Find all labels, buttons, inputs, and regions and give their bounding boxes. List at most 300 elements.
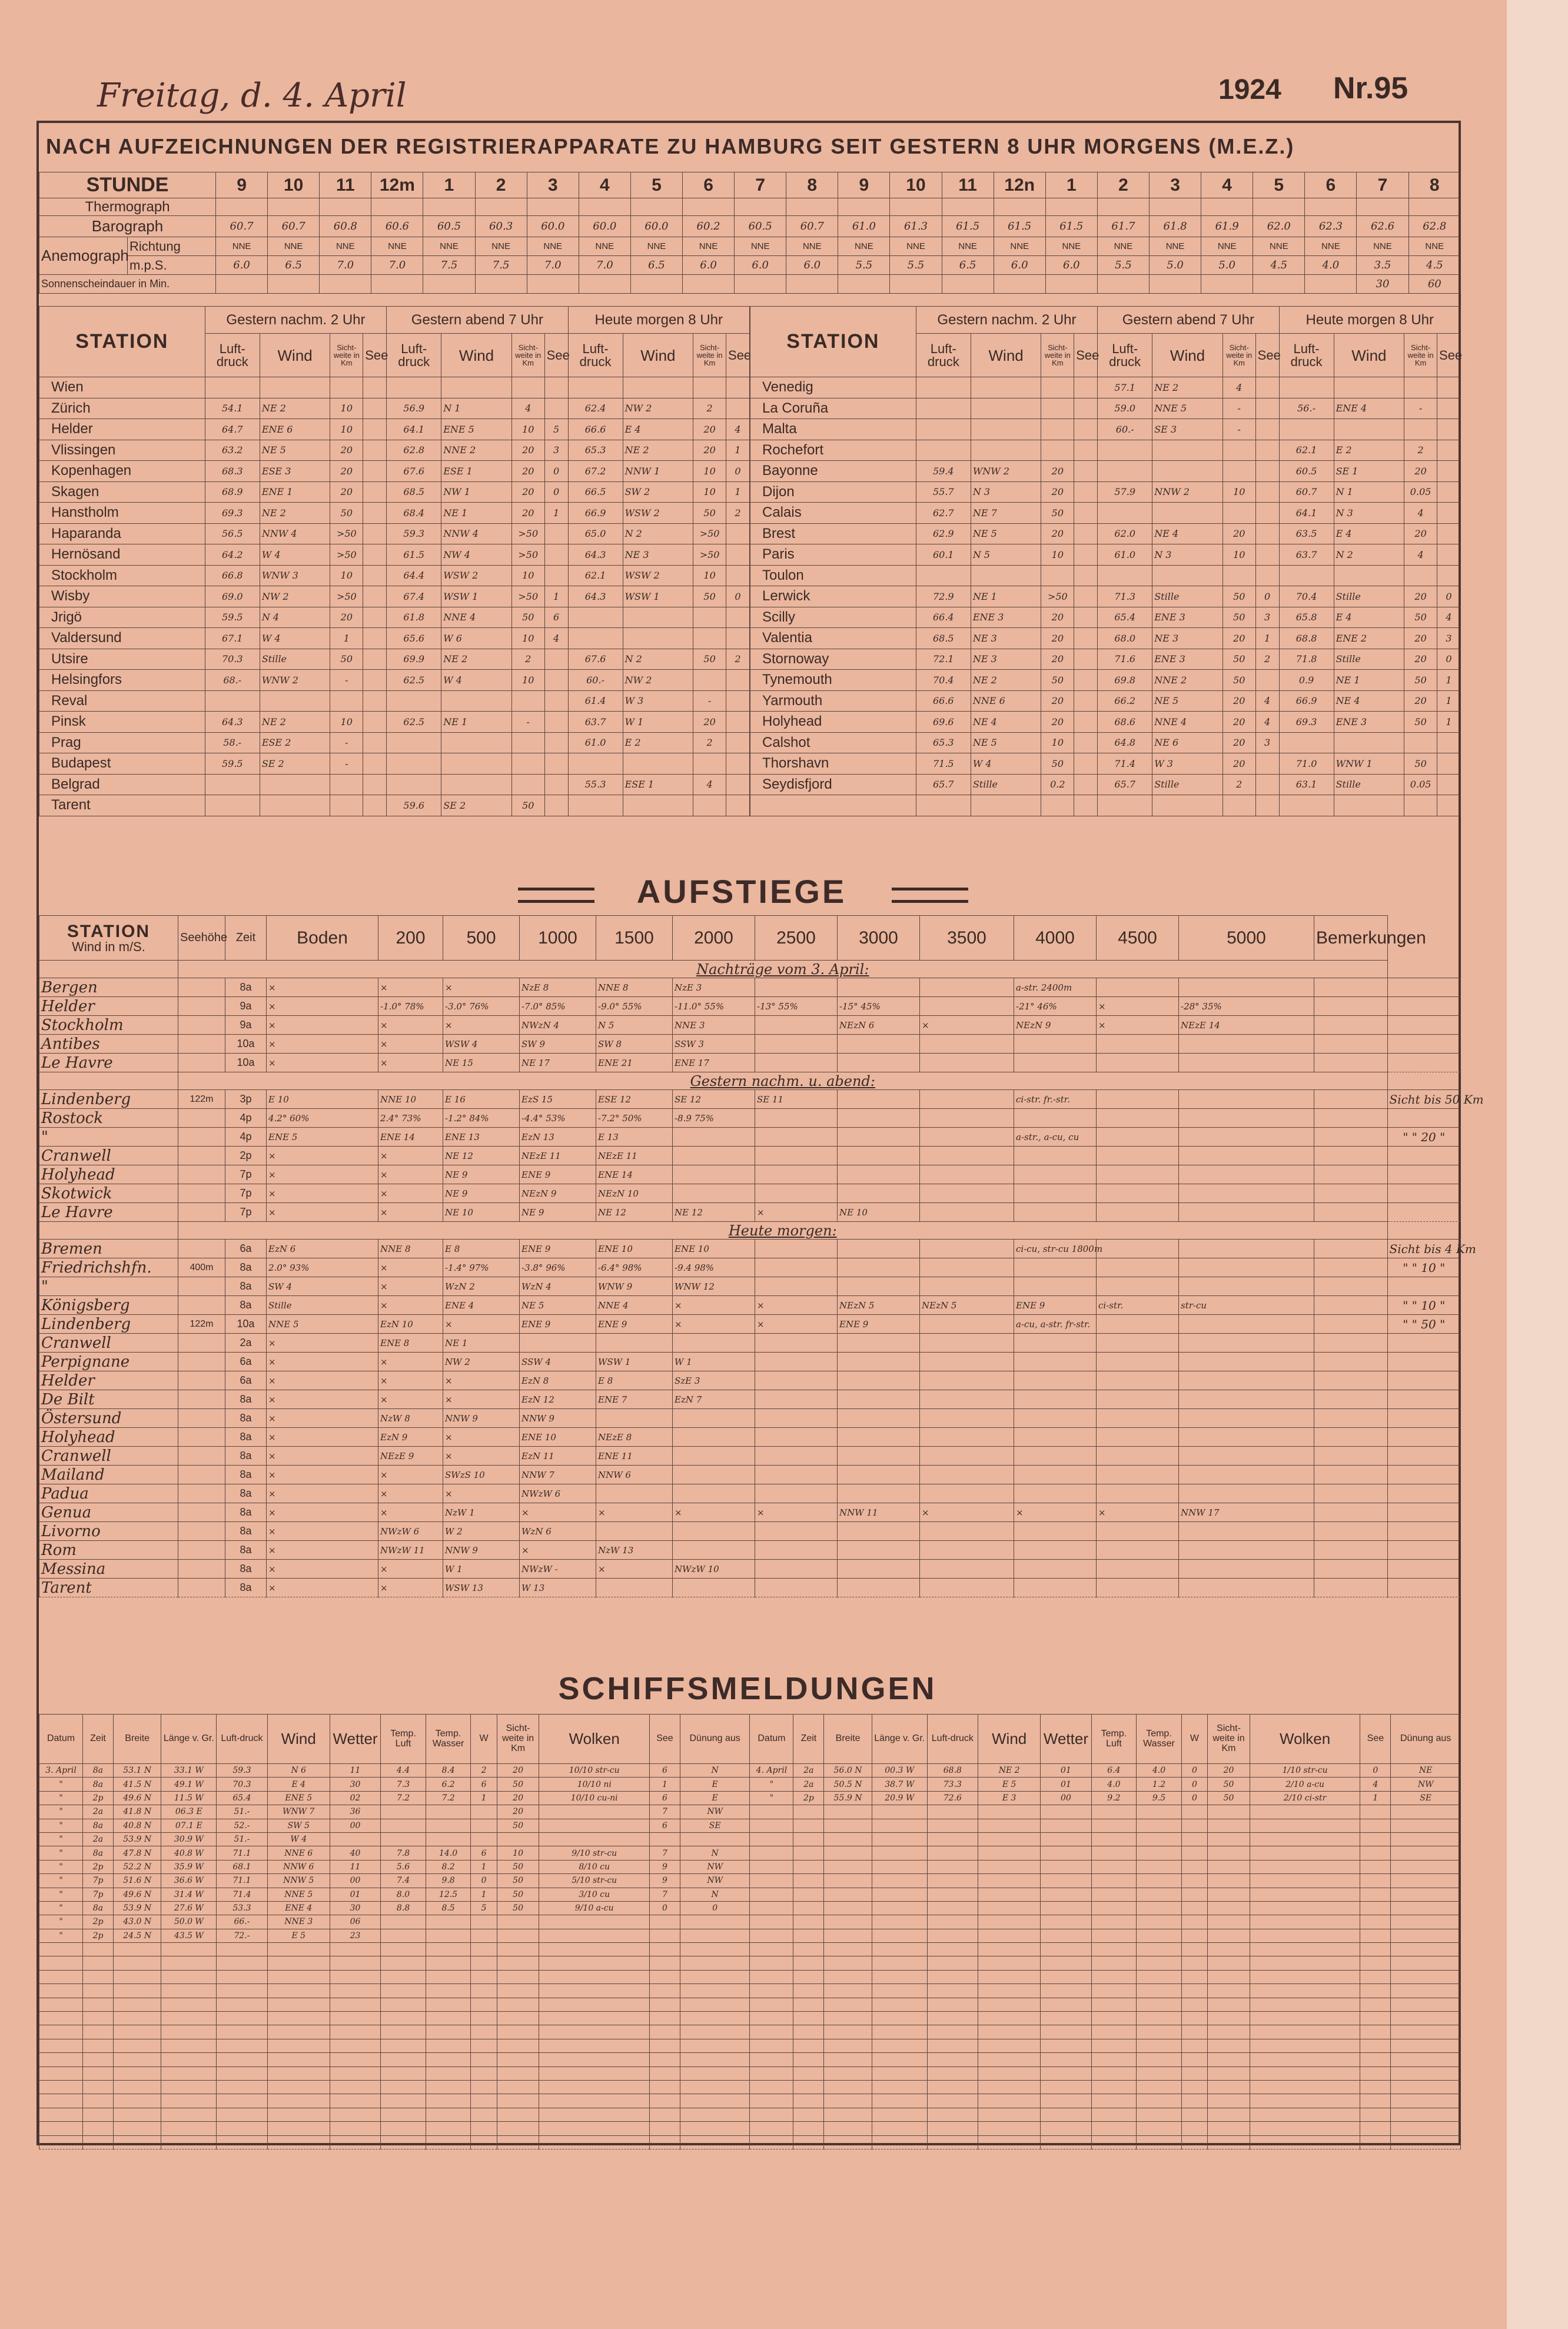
ship-value: [83, 2122, 114, 2135]
ship-value: [927, 1984, 978, 1998]
thermograph-cell: [735, 198, 786, 216]
obs-col-header: Luft-druck: [568, 334, 623, 377]
richtung-cell: NNE: [268, 237, 320, 256]
barograph-cell: 62.6: [1357, 216, 1408, 237]
station-name: Helsingfors: [39, 670, 205, 691]
obs-value: 20: [1041, 523, 1074, 544]
ship-value: [1181, 1874, 1207, 1888]
obs-value: 62.9: [916, 523, 971, 544]
ship-value: [539, 1956, 650, 1970]
station-name: Venedig: [750, 377, 916, 398]
ship-value: [927, 2108, 978, 2121]
aufstiege-value: ENE 11: [596, 1447, 673, 1466]
aufstiege-time: 2p: [225, 1147, 267, 1165]
ship-value: [1091, 2108, 1137, 2121]
ship-value: [750, 2135, 793, 2149]
ship-value: SE: [680, 1819, 750, 1832]
aufstiege-value: [838, 1522, 920, 1541]
aufstiege-value: ×: [1097, 1503, 1179, 1522]
station-name: [750, 795, 916, 816]
aufstiege-value: str-cu: [1179, 1296, 1314, 1315]
obs-value: 64.2: [205, 544, 260, 566]
ship-value: [824, 2108, 872, 2121]
aufstiege-value: [920, 1203, 1014, 1222]
aufstiege-value: NE 12: [443, 1147, 520, 1165]
aufstiege-value: NNE 10: [378, 1090, 443, 1109]
station-name: Toulon: [750, 565, 916, 586]
ship-value: [1091, 1832, 1137, 1846]
ship-value: ": [750, 1791, 793, 1805]
obs-value: [1437, 753, 1461, 775]
ship-value: [872, 1819, 927, 1832]
ship-col-header: Sicht-weite in Km: [497, 1715, 539, 1764]
ship-value: [793, 2108, 824, 2121]
ship-value: [750, 1943, 793, 1956]
aufstiege-value: NzW 1: [443, 1503, 520, 1522]
obs-value: 50: [1404, 607, 1437, 628]
aufstiege-value: ×: [267, 1203, 378, 1222]
aufstiege-value: [1097, 1315, 1179, 1334]
aufstiege-value: [920, 1428, 1014, 1447]
aufstiege-value: [920, 1184, 1014, 1203]
aufstiege-height: [178, 1466, 225, 1484]
ship-value: [381, 1915, 426, 1929]
aufstiege-time: 9a: [225, 997, 267, 1016]
ship-value: [824, 1943, 872, 1956]
ship-value: [750, 2066, 793, 2080]
aufstiege-value: ×: [378, 1184, 443, 1203]
ship-value: 0: [1360, 1764, 1391, 1778]
ship-value: E 3: [978, 1791, 1041, 1805]
ship-value: [872, 1929, 927, 1942]
aufstiege-value: [1097, 1277, 1179, 1296]
obs-value: 62.4: [568, 398, 623, 419]
thermograph-cell: [1201, 198, 1253, 216]
ship-value: 2p: [83, 1929, 114, 1942]
ship-value: 9/10 str-cu: [539, 1846, 650, 1860]
aufstiege-value: [673, 1484, 755, 1503]
obs-value: N 1: [441, 398, 512, 419]
ship-value: 7: [650, 1846, 680, 1860]
aufstiege-value: ×: [1097, 997, 1179, 1016]
obs-value: [1222, 461, 1255, 482]
mps-cell: 6.0: [994, 256, 1045, 275]
aufstiege-time: 7p: [225, 1165, 267, 1184]
aufstiege-value: [1314, 997, 1388, 1016]
sonnen-cell: [1097, 275, 1149, 294]
aufstiege-remark: [1387, 1203, 1461, 1222]
aufstiege-value: [1097, 1147, 1179, 1165]
aufstiege-value: [1179, 1128, 1314, 1147]
obs-value: >50: [1041, 586, 1074, 607]
ship-value: [330, 1832, 380, 1846]
sonnen-cell: 60: [1408, 275, 1460, 294]
ship-value: [426, 2080, 471, 2094]
hour-cell: 10: [890, 172, 942, 198]
obs-value: [1074, 586, 1098, 607]
mps-cell: 7.0: [579, 256, 630, 275]
ship-value: [1250, 1874, 1360, 1888]
ship-value: 02: [330, 1791, 380, 1805]
aufstiege-station: Bergen: [39, 978, 178, 997]
obs-value: [1437, 440, 1461, 461]
aufstiege-value: [920, 1371, 1014, 1390]
aufstiege-height: 400m: [178, 1258, 225, 1277]
aufstiege-value: WzN 4: [520, 1277, 596, 1296]
aufstiege-height: [178, 1353, 225, 1371]
ship-value: [1091, 1956, 1137, 1970]
aufstiege-height: [178, 1296, 225, 1315]
station-name: Pinsk: [39, 712, 205, 733]
aufstiege-value: [1314, 1128, 1388, 1147]
ship-value: [1041, 2094, 1091, 2108]
ship-value: [824, 1832, 872, 1846]
aufstiege-value: [1097, 1334, 1179, 1353]
ship-value: [1208, 2053, 1250, 2066]
ship-value: [872, 2135, 927, 2149]
ship-value: [872, 1915, 927, 1929]
barograph-cell: 60.0: [630, 216, 682, 237]
obs-value: Stille: [1152, 774, 1223, 795]
aufstiege-value: [1014, 1428, 1097, 1447]
obs-value: ESE 3: [260, 461, 330, 482]
aufstiege-value: [1314, 1109, 1388, 1128]
barograph-cell: 60.2: [683, 216, 735, 237]
obs-value: 20: [1222, 712, 1255, 733]
obs-value: [544, 377, 568, 398]
aufstiege-value: a-str. 2400m: [1014, 978, 1097, 997]
sonnen-cell: [475, 275, 527, 294]
station-name: Jrigö: [39, 607, 205, 628]
aufstiege-value: [838, 1409, 920, 1428]
ship-value: [650, 2025, 680, 2039]
hour-cell: 10: [268, 172, 320, 198]
aufstiege-value: -9.4 98%: [673, 1258, 755, 1277]
station-table-right: [750, 306, 1461, 816]
obs-value: 64.1: [1279, 503, 1334, 524]
ship-value: E: [680, 1791, 750, 1805]
obs-value: [260, 690, 330, 712]
obs-value: N 5: [971, 544, 1041, 566]
obs-value: Stille: [260, 649, 330, 670]
ship-value: [471, 2108, 497, 2121]
aufstiege-value: [1179, 1165, 1314, 1184]
aufstiege-value: ENE 8: [378, 1334, 443, 1353]
ship-value: [824, 1846, 872, 1860]
obs-value: [971, 440, 1041, 461]
hour-cell: 4: [579, 172, 630, 198]
barograph-cell: 62.3: [1305, 216, 1357, 237]
station-name: Haparanda: [39, 523, 205, 544]
obs-value: [1074, 753, 1098, 775]
ship-value: [1041, 1860, 1091, 1873]
aufstiege-remark: [1387, 1277, 1461, 1296]
ship-value: 1.2: [1137, 1778, 1182, 1791]
hour-cell: 2: [475, 172, 527, 198]
obs-value: 71.6: [1098, 649, 1152, 670]
ship-value: 00: [330, 1874, 380, 1888]
obs-value: 66.2: [1098, 690, 1152, 712]
ship-col-header: Wind: [978, 1715, 1041, 1764]
aufstiege-value: [673, 1128, 755, 1147]
aufstiege-station: Stockholm: [39, 1016, 178, 1035]
ship-value: [381, 2066, 426, 2080]
ship-value: [113, 2012, 161, 2025]
ship-value: [381, 1970, 426, 1984]
aufstiege-value: -21° 46%: [1014, 997, 1097, 1016]
obs-value: [1041, 398, 1074, 419]
aufstiege-station: Bremen: [39, 1240, 178, 1258]
ship-value: 33.1 W: [161, 1764, 217, 1778]
ship-value: NNE 3: [267, 1915, 330, 1929]
ship-value: [1091, 1901, 1137, 1915]
mps-cell: 7.5: [475, 256, 527, 275]
obs-value: [1222, 440, 1255, 461]
ship-value: [1091, 1860, 1137, 1873]
sonnen-cell: [527, 275, 579, 294]
aufstiege-value: [838, 1165, 920, 1184]
obs-value: 60.5: [1279, 461, 1334, 482]
obs-value: [623, 795, 693, 816]
aufstiege-remark: [1387, 1484, 1461, 1503]
obs-value: 2: [693, 398, 726, 419]
sonnen-cell: [423, 275, 475, 294]
ship-value: [83, 2039, 114, 2052]
ship-value: [217, 2012, 267, 2025]
ship-value: [1137, 2039, 1182, 2052]
obs-value: NNW 4: [441, 523, 512, 544]
obs-value: >50: [511, 586, 544, 607]
obs-value: 67.1: [205, 628, 260, 649]
aufstiege-col-header: 2500: [755, 916, 838, 961]
hour-cell: 9: [838, 172, 890, 198]
ship-value: [978, 1819, 1041, 1832]
ship-value: [1041, 1915, 1091, 1929]
obs-value: NE 4: [1152, 523, 1223, 544]
station-table-left: [39, 306, 750, 816]
obs-value: [1222, 795, 1255, 816]
ship-reports-table: [39, 1714, 1461, 2149]
ship-value: [1250, 1956, 1360, 1970]
ship-value: [824, 2025, 872, 2039]
ship-value: [650, 2012, 680, 2025]
aufstiege-section-note: Gestern nachm. u. abend:: [178, 1072, 1388, 1090]
mps-cell: 5.0: [1201, 256, 1253, 275]
thermograph-cell: [1149, 198, 1201, 216]
ship-value: [161, 1943, 217, 1956]
ship-value: [1208, 2012, 1250, 2025]
ship-value: [824, 1888, 872, 1901]
obs-value: 4: [1437, 607, 1461, 628]
ship-value: [471, 1929, 497, 1942]
ship-value: N: [680, 1888, 750, 1901]
aufstiege-remark: [1387, 1522, 1461, 1541]
ship-value: [539, 2039, 650, 2052]
aufstiege-value: SWzS 10: [443, 1466, 520, 1484]
obs-value: 69.0: [205, 586, 260, 607]
aufstiege-value: [1014, 1165, 1097, 1184]
ship-value: 51.6 N: [113, 1874, 161, 1888]
aufstiege-value: ×: [520, 1503, 596, 1522]
aufstiege-value: E 10: [267, 1090, 378, 1109]
obs-value: -: [330, 670, 363, 691]
ship-value: [793, 2066, 824, 2080]
ship-value: [471, 1970, 497, 1984]
obs-value: ENE 3: [971, 607, 1041, 628]
date-line: Freitag, d. 4. April: [97, 77, 407, 115]
obs-value: >50: [693, 544, 726, 566]
obs-value: 63.7: [1279, 544, 1334, 566]
ship-value: [39, 1984, 83, 1998]
obs-value: WSW 2: [441, 565, 512, 586]
ship-value: [217, 1956, 267, 1970]
ship-value: [267, 2135, 330, 2149]
aufstiege-value: [1179, 1315, 1314, 1334]
ship-value: [1181, 2135, 1207, 2149]
ship-value: [824, 2012, 872, 2025]
obs-value: 0: [1437, 649, 1461, 670]
aufstiege-value: [1314, 1240, 1388, 1258]
ship-value: [1041, 2066, 1091, 2080]
obs-value: WNW 2: [971, 461, 1041, 482]
ship-value: ": [39, 1929, 83, 1942]
aufstiege-value: NEzE 9: [378, 1447, 443, 1466]
ship-value: [1360, 1832, 1391, 1846]
richtung-cell: NNE: [475, 237, 527, 256]
ship-value: 7: [650, 1888, 680, 1901]
ship-value: [83, 2080, 114, 2094]
obs-value: NW 2: [623, 398, 693, 419]
ship-value: [1360, 2025, 1391, 2039]
aufstiege-value: ENE 14: [378, 1128, 443, 1147]
ship-value: [872, 2122, 927, 2135]
aufstiege-value: [838, 1371, 920, 1390]
obs-value: 1: [1437, 712, 1461, 733]
obs-value: 63.7: [568, 712, 623, 733]
thermograph-cell: [320, 198, 371, 216]
aufstiege-value: [1014, 1147, 1097, 1165]
obs-value: [1255, 398, 1279, 419]
ship-value: [39, 2039, 83, 2052]
barograph-cell: 60.0: [527, 216, 579, 237]
obs-value: SE 2: [260, 753, 330, 775]
hourly-table: [39, 172, 1461, 294]
ship-value: [381, 2135, 426, 2149]
obs-value: 54.1: [205, 398, 260, 419]
aufstiege-station: Holyhead: [39, 1165, 178, 1184]
ship-value: [824, 2053, 872, 2066]
obs-value: [441, 732, 512, 753]
ship-value: [750, 2108, 793, 2121]
obs-value: [544, 565, 568, 586]
ship-value: [1208, 1984, 1250, 1998]
hour-cell: 1: [1045, 172, 1097, 198]
aufstiege-value: [920, 1240, 1014, 1258]
ship-value: [927, 1832, 978, 1846]
ship-value: [1137, 1860, 1182, 1873]
ship-value: [872, 1943, 927, 1956]
ship-value: [381, 2080, 426, 2094]
aufstiege-remark: [1387, 1054, 1461, 1072]
ship-value: [1250, 2135, 1360, 2149]
aufstiege-value: [1179, 978, 1314, 997]
ship-value: [161, 2066, 217, 2080]
thermograph-cell: [942, 198, 994, 216]
ship-value: NW: [680, 1874, 750, 1888]
ship-value: [1041, 2122, 1091, 2135]
ship-value: [1181, 1915, 1207, 1929]
aufstiege-value: [673, 1165, 755, 1184]
mps-cell: 5.0: [1149, 256, 1201, 275]
obs-value: [1074, 481, 1098, 503]
ship-value: [927, 1970, 978, 1984]
aufstiege-value: [1179, 1541, 1314, 1560]
aufstiege-value: NNE 8: [596, 978, 673, 997]
ship-value: [539, 1943, 650, 1956]
obs-value: 72.9: [916, 586, 971, 607]
aufstiege-value: NE 5: [520, 1296, 596, 1315]
ship-value: [824, 2080, 872, 2094]
aufstiege-value: [1314, 1503, 1388, 1522]
ship-value: 72.-: [217, 1929, 267, 1942]
obs-value: NE 1: [971, 586, 1041, 607]
aufstiege-value: ×: [1097, 1016, 1179, 1035]
ship-value: 8.8: [381, 1901, 426, 1915]
obs-col-header: Luft-druck: [1098, 334, 1152, 377]
ship-value: [1137, 1888, 1182, 1901]
aufstiege-value: ×: [755, 1203, 838, 1222]
ship-value: [1208, 1956, 1250, 1970]
obs-value: 67.2: [568, 461, 623, 482]
ship-value: [1041, 1901, 1091, 1915]
thermograph-cell: [786, 198, 838, 216]
obs-value: 4: [693, 774, 726, 795]
aufstiege-height: [178, 1109, 225, 1128]
aufstiege-value: ×: [443, 1315, 520, 1334]
station-name: Skagen: [39, 481, 205, 503]
ship-value: [539, 2108, 650, 2121]
obs-col-header: Wind: [1334, 334, 1404, 377]
obs-value: 0.9: [1279, 670, 1334, 691]
aufstiege-value: [1097, 1353, 1179, 1371]
ship-value: [426, 1956, 471, 1970]
obs-value: [726, 712, 750, 733]
aufstiege-value: [838, 1240, 920, 1258]
aufstiege-value: NE 1: [443, 1334, 520, 1353]
obs-value: NE 5: [260, 440, 330, 461]
aufstiege-value: [1014, 1371, 1097, 1390]
obs-value: 66.6: [916, 690, 971, 712]
ship-value: [39, 2025, 83, 2039]
aufstiege-value: [755, 1035, 838, 1054]
ship-value: [1208, 2094, 1250, 2108]
ship-value: 8.5: [426, 1901, 471, 1915]
aufstiege-value: [1314, 1258, 1388, 1277]
obs-value: [726, 690, 750, 712]
ship-value: 2p: [83, 1915, 114, 1929]
ship-value: [750, 1860, 793, 1873]
thermograph-cell: [371, 198, 423, 216]
ship-value: [927, 2066, 978, 2080]
obs-value: ESE 1: [441, 461, 512, 482]
richtung-cell: NNE: [994, 237, 1045, 256]
aufstiege-value: NE 10: [838, 1203, 920, 1222]
aufstiege-value: [1014, 1560, 1097, 1579]
obs-value: 0: [544, 461, 568, 482]
ship-value: [978, 2039, 1041, 2052]
ship-value: 50.5 N: [824, 1778, 872, 1791]
aufstiege-value: [755, 1579, 838, 1597]
